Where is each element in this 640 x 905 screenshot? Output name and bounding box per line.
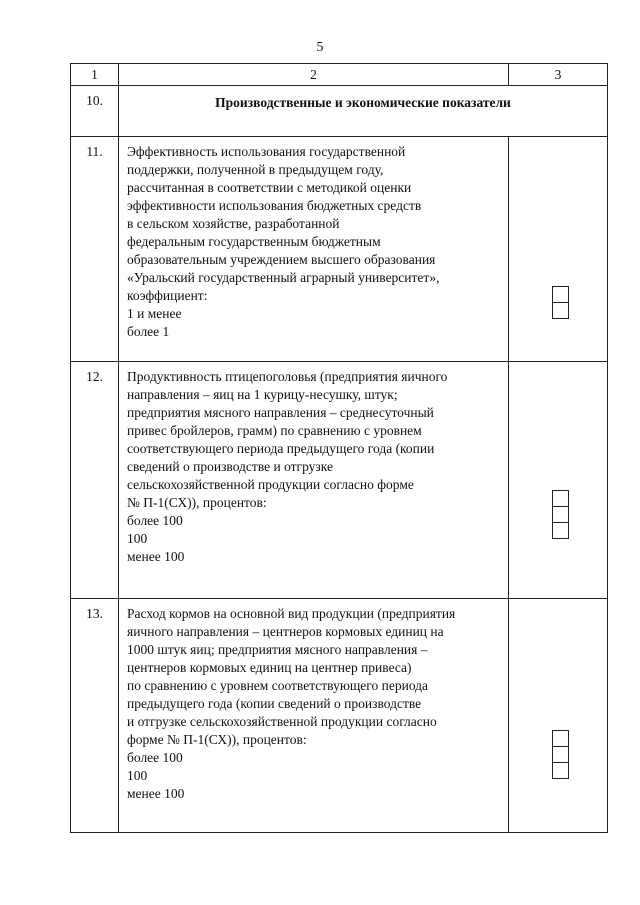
row-options	[127, 749, 502, 803]
row-options	[127, 512, 502, 566]
row-options	[127, 305, 502, 341]
row-number: 13.	[71, 599, 119, 833]
checkbox-cell	[509, 362, 608, 599]
checkbox[interactable]	[552, 286, 569, 303]
row-description: Продуктивность птицепоголовья (предприятия яичного направления – яиц на 1 курицу-несушку, штук; предприятия мясного направления – среднесуточный привес бройлеров, грамм) по сравнению с уровнем соответствующего периода предыдущего года (копии сведений о производстве и отгрузке сельскохозяйственной продукции согласно форме № П-1(СХ)), процентов:	[127, 369, 448, 510]
option-label: 1 и менее	[127, 306, 182, 321]
checkbox[interactable]	[552, 730, 569, 747]
checkbox-group	[552, 490, 569, 539]
table-row	[71, 362, 608, 599]
section-title: Производственные и экономические показатели	[215, 95, 511, 110]
checkbox-cell	[509, 137, 608, 362]
section-title-cell	[119, 86, 608, 137]
option-label: более 100	[127, 513, 183, 528]
table-row	[71, 599, 608, 833]
option-label: менее 100	[127, 549, 185, 564]
column-header-1: 1	[71, 64, 119, 86]
row-description: Расход кормов на основной вид продукции (предприятия яичного направления – центнеров кормовых единиц на 1000 штук яиц; предприятия мясного направления – центнеров кормовых единиц на центнер привеса) по сравнению с уровнем соответствующего периода предыдущего года (копии сведений о производстве и отгрузке сельскохозяйственной продукции согласно форме № П-1(СХ)), процентов:	[127, 606, 456, 747]
row-description-cell	[119, 137, 509, 362]
option-label: более 1	[127, 324, 170, 339]
option-label: 100	[127, 768, 148, 783]
column-header-2: 2	[119, 64, 509, 86]
column-header-3: 3	[509, 64, 608, 86]
checkbox-cell	[509, 599, 608, 833]
row-description: Эффективность использования государственной поддержки, полученной в предыдущем году, рассчитанная в соответствии с методикой оценки эффективности использования бюджетных средств в сельском хозяйстве, разработанной федеральным государственным бюджетным образовательным учреждением высшего образования «Уральский государственный аграрный университет», коэффициент:	[127, 144, 440, 303]
checkbox-group	[552, 286, 569, 319]
checkbox[interactable]	[552, 490, 569, 507]
checkbox[interactable]	[552, 762, 569, 779]
checkbox[interactable]	[552, 746, 569, 763]
checkbox[interactable]	[552, 522, 569, 539]
indicators-table	[70, 63, 608, 833]
table-header-row	[71, 64, 608, 86]
option-label: 100	[127, 531, 148, 546]
option-label: менее 100	[127, 786, 185, 801]
row-number: 12.	[71, 362, 119, 599]
table-row	[71, 137, 608, 362]
section-row	[71, 86, 608, 137]
option-label: более 100	[127, 750, 183, 765]
checkbox[interactable]	[552, 506, 569, 523]
page-number: 5	[316, 40, 324, 55]
checkbox[interactable]	[552, 302, 569, 319]
row-number: 11.	[71, 137, 119, 362]
section-number: 10.	[71, 86, 119, 137]
row-description-cell	[119, 599, 509, 833]
row-description-cell	[119, 362, 509, 599]
checkbox-group	[552, 730, 569, 779]
